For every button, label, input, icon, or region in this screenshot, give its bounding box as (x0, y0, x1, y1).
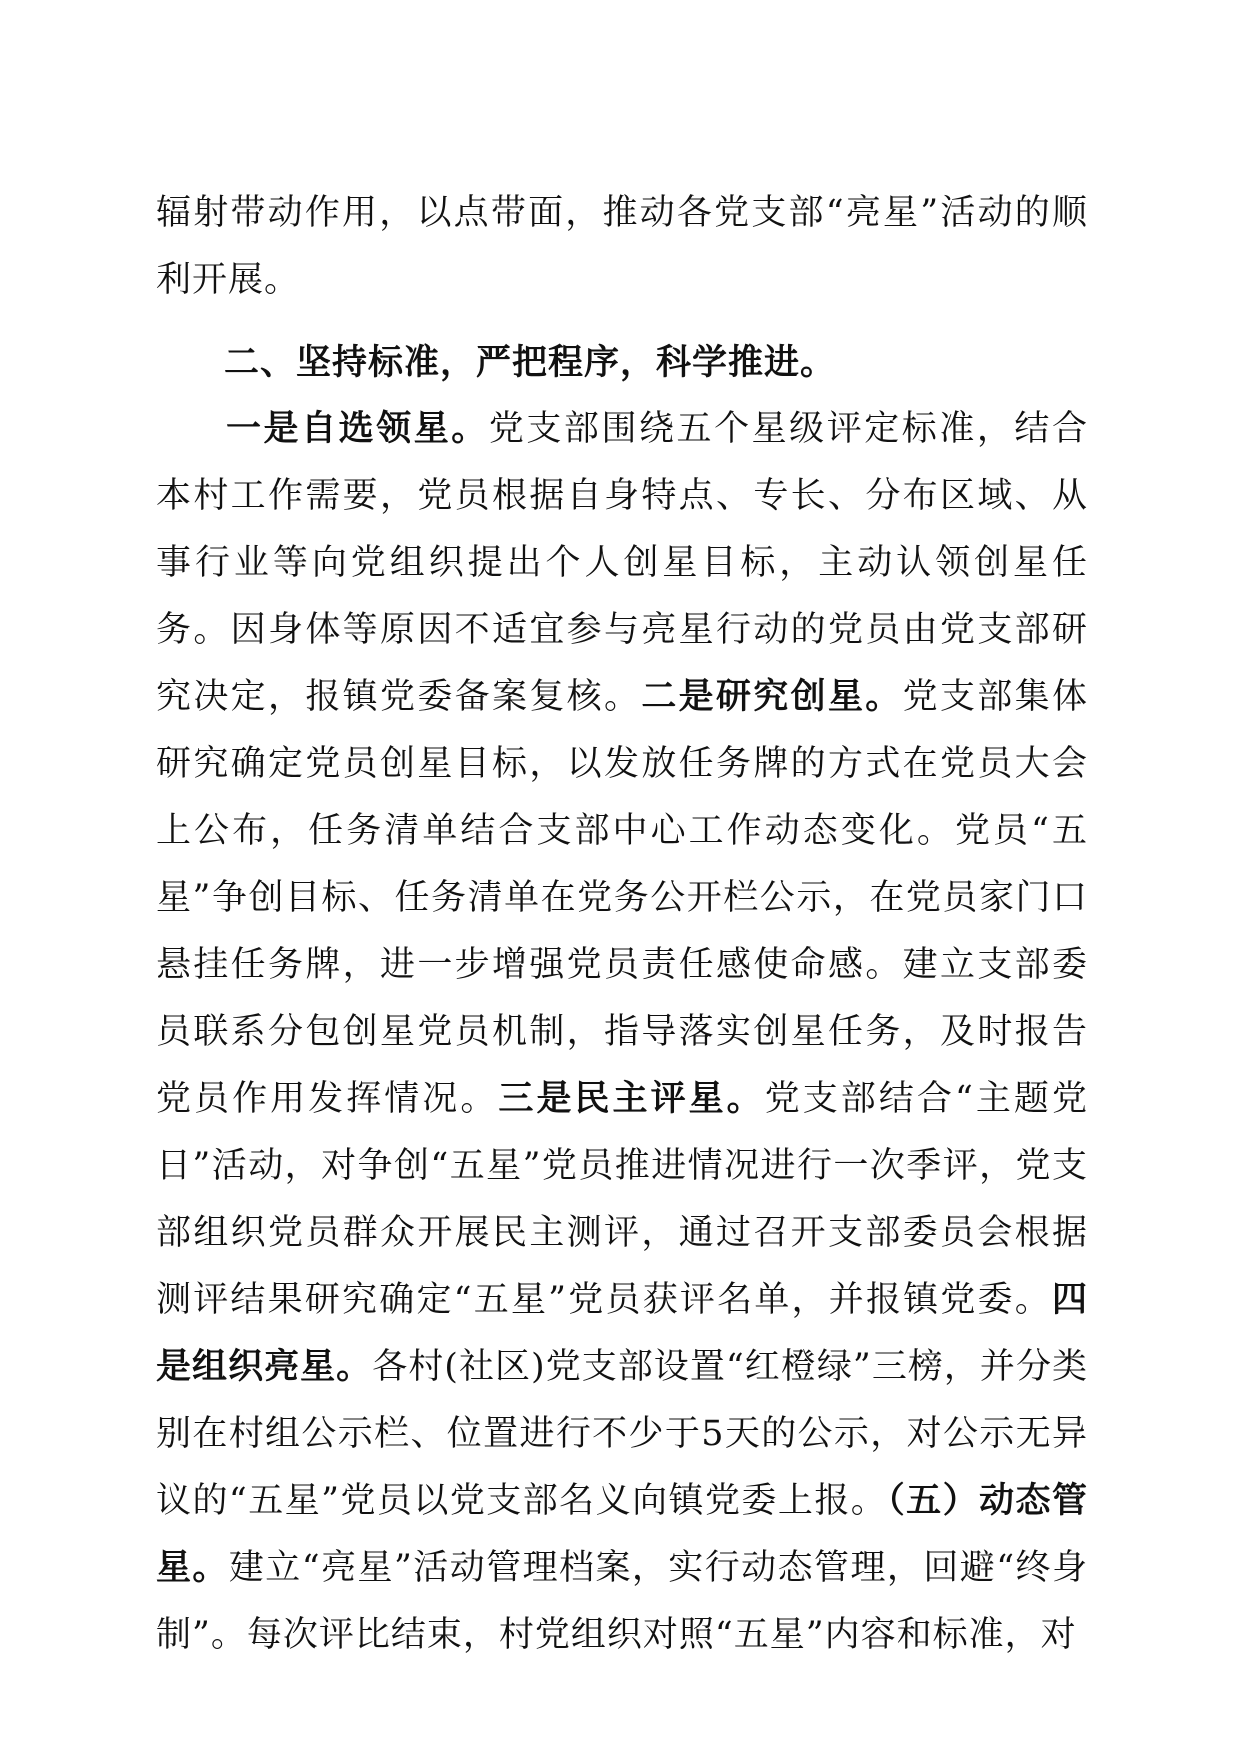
step-2-text: 党支部集体研究确定党员创星目标，以发放任务牌的方式在党员大会上公布，任务清单结合支部中心工作动态变化。党员“五星”争创目标、任务清单在党务公开栏公示，在党员家门口悬挂任务牌，进一步增强党员责任感使命感。建立支部委员联系分包创星党员机制，指导落实创星任务，及时报告党员作用发挥情况。 (156, 677, 1088, 1119)
step-5-label: （五）动态管星。 (156, 1481, 1088, 1588)
section-heading: 二、坚持标准，严把程序，科学推进。 (224, 343, 837, 383)
step-5-text: 建立“亮星”活动管理档案，实行动态管理，回避“终身制”。每次评比结束，村党组织对照“五星”内容和标准，对 (156, 1548, 1088, 1655)
section-body-paragraph (156, 396, 1088, 1669)
intro-paragraph: 辐射带动作用，以点带面，推动各党支部“亮星”活动的顺利开展。 (156, 193, 1088, 300)
step-4-text: 各村(社区)党支部设置“红橙绿”三榜，并分类别在村组公示栏、位置进行不少于5天的公示，对公示无异议的“五星”党员以党支部名义向镇党委上报。 (156, 1347, 1088, 1521)
step-3-label: 三是民主评星。 (498, 1079, 765, 1119)
step-1-text: 党支部围绕五个星级评定标准，结合本村工作需要，党员根据自身特点、专长、分布区域、从事行业等向党组织提出个人创星目标，主动认领创星任务。因身体等原因不适宜参与亮星行动的党员由党支部研究决定，报镇党委备案复核。 (156, 409, 1088, 717)
step-4-label: 四是组织亮星。 (156, 1280, 1088, 1387)
step-3-text: 党支部结合“主题党日”活动，对争创“五星”党员推进情况进行一次季评，党支部组织党员群众开展民主测评，通过召开支部委员会根据测评结果研究确定“五星”党员获评名单，并报镇党委。 (156, 1079, 1088, 1320)
step-2-label: 二是研究创星。 (641, 677, 903, 717)
step-1-label: 一是自选领星。 (226, 409, 489, 449)
